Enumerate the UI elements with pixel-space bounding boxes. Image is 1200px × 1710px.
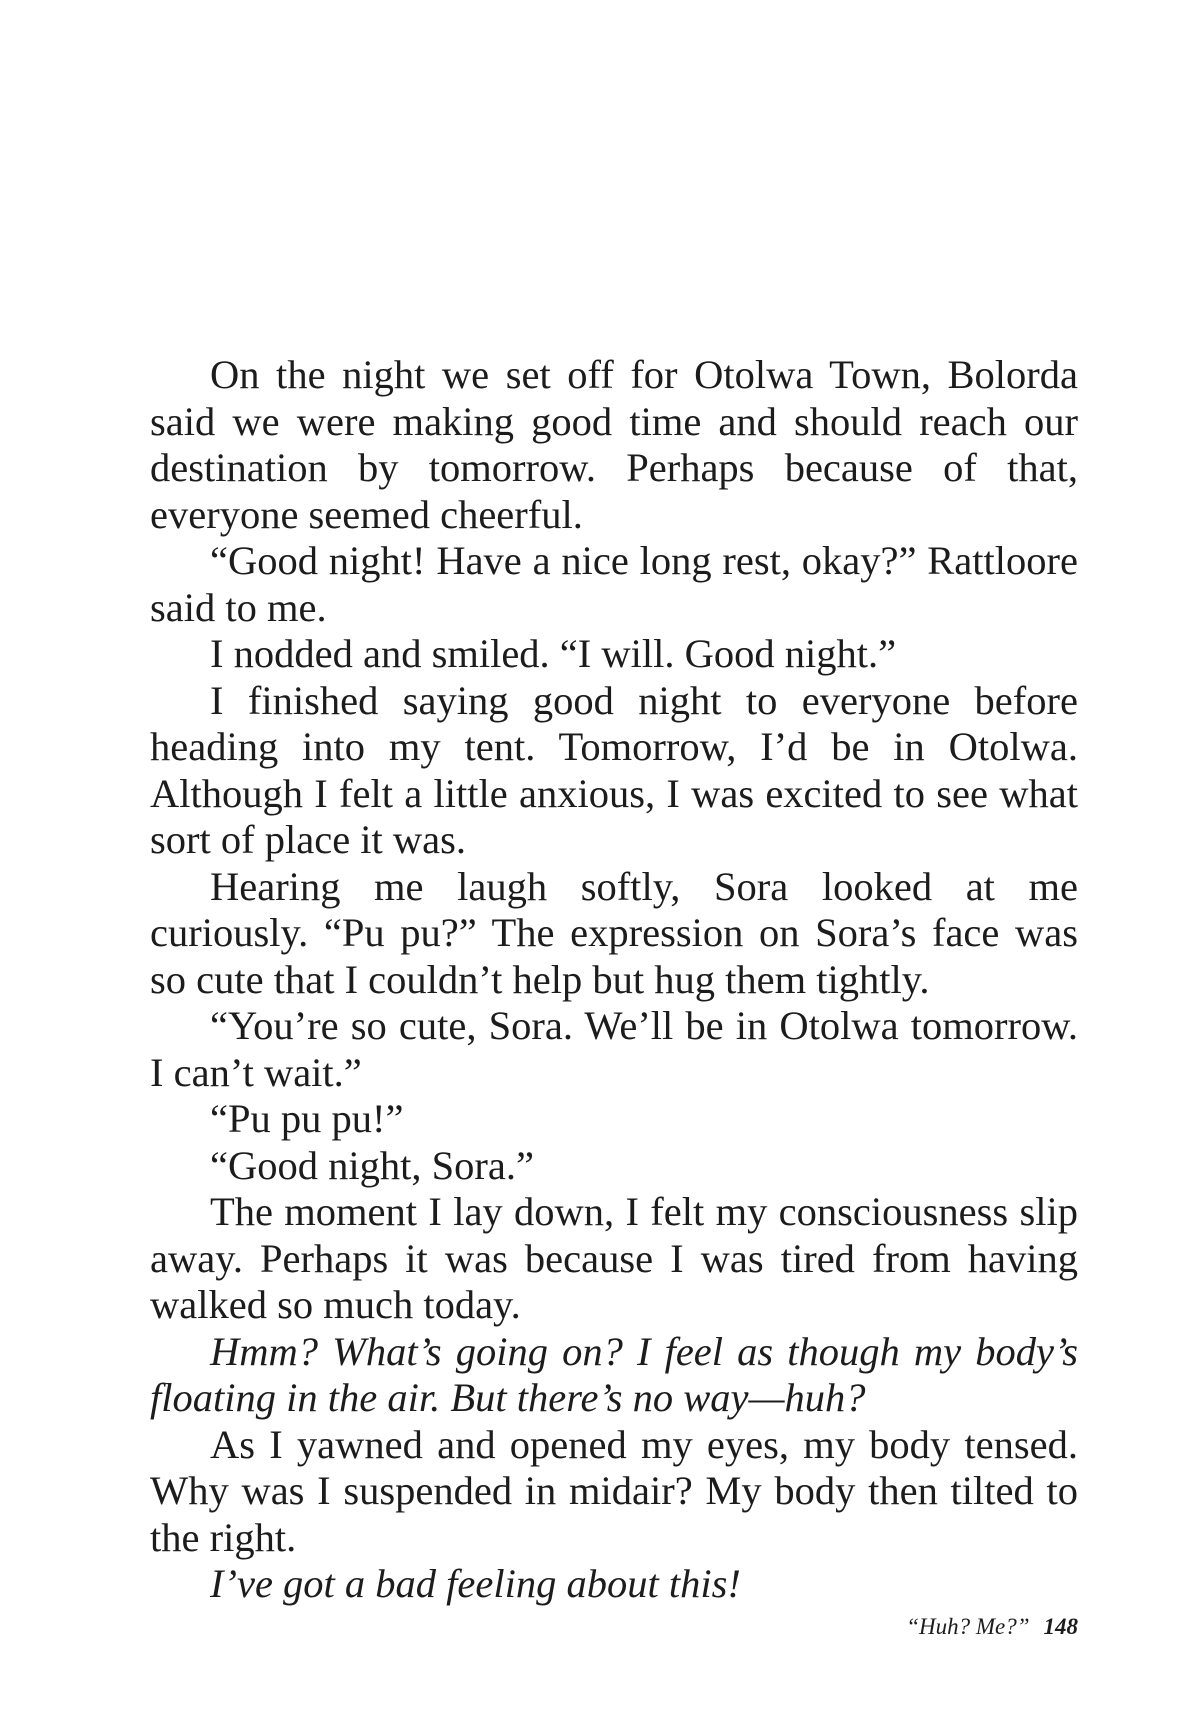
running-title: “Huh? Me?” [906, 1614, 1030, 1639]
italic-thought-paragraph: Hmm? What’s going on? I feel as though my body’s floating in the air. But there’s no way—huh? [150, 1328, 1078, 1420]
page-number: 148 [1043, 1614, 1078, 1639]
paragraph: The moment I lay down, I felt my consciousness slip away. Perhaps it was because I was tired from having walked so much today. [150, 1189, 1078, 1327]
paragraph: I nodded and smiled. “I will. Good night.” [210, 631, 897, 676]
paragraph: Hearing me laugh softly, Sora looked at me curiously. “Pu pu?” The expression on Sora’s face was so cute that I couldn’t help but hug them tightly. [150, 863, 1078, 1002]
paragraph: As I yawned and opened my eyes, my body tensed. Why was I suspended in midair? My body then tilted to the right. [150, 1421, 1078, 1560]
paragraph: “Pu pu pu!” [210, 1096, 404, 1141]
paragraph: On the night we set off for Otolwa Town, Bolorda said we were making good time and should reach our destination by tomorrow. Perhaps because of that, everyone seemed cheerful. [150, 352, 1078, 537]
paragraph: “Good night, Sora.” [210, 1142, 534, 1188]
paragraph: “Good night! Have a nice long rest, okay?” Rattloore said to me. [150, 538, 1078, 630]
italic-thought-paragraph: I’ve got a bad feeling about this! [210, 1561, 741, 1606]
body-text [150, 352, 1078, 1608]
page-footer [650, 1612, 1078, 1642]
paragraph: “You’re so cute, Sora. We’ll be in Otolwa tomorrow. I can’t wait.” [150, 1003, 1078, 1095]
paragraph: I finished saying good night to everyone before heading into my tent. Tomorrow, I’d be in Otolwa. Although I felt a little anxious, I was excited to see what sort of place it was. [150, 677, 1078, 862]
